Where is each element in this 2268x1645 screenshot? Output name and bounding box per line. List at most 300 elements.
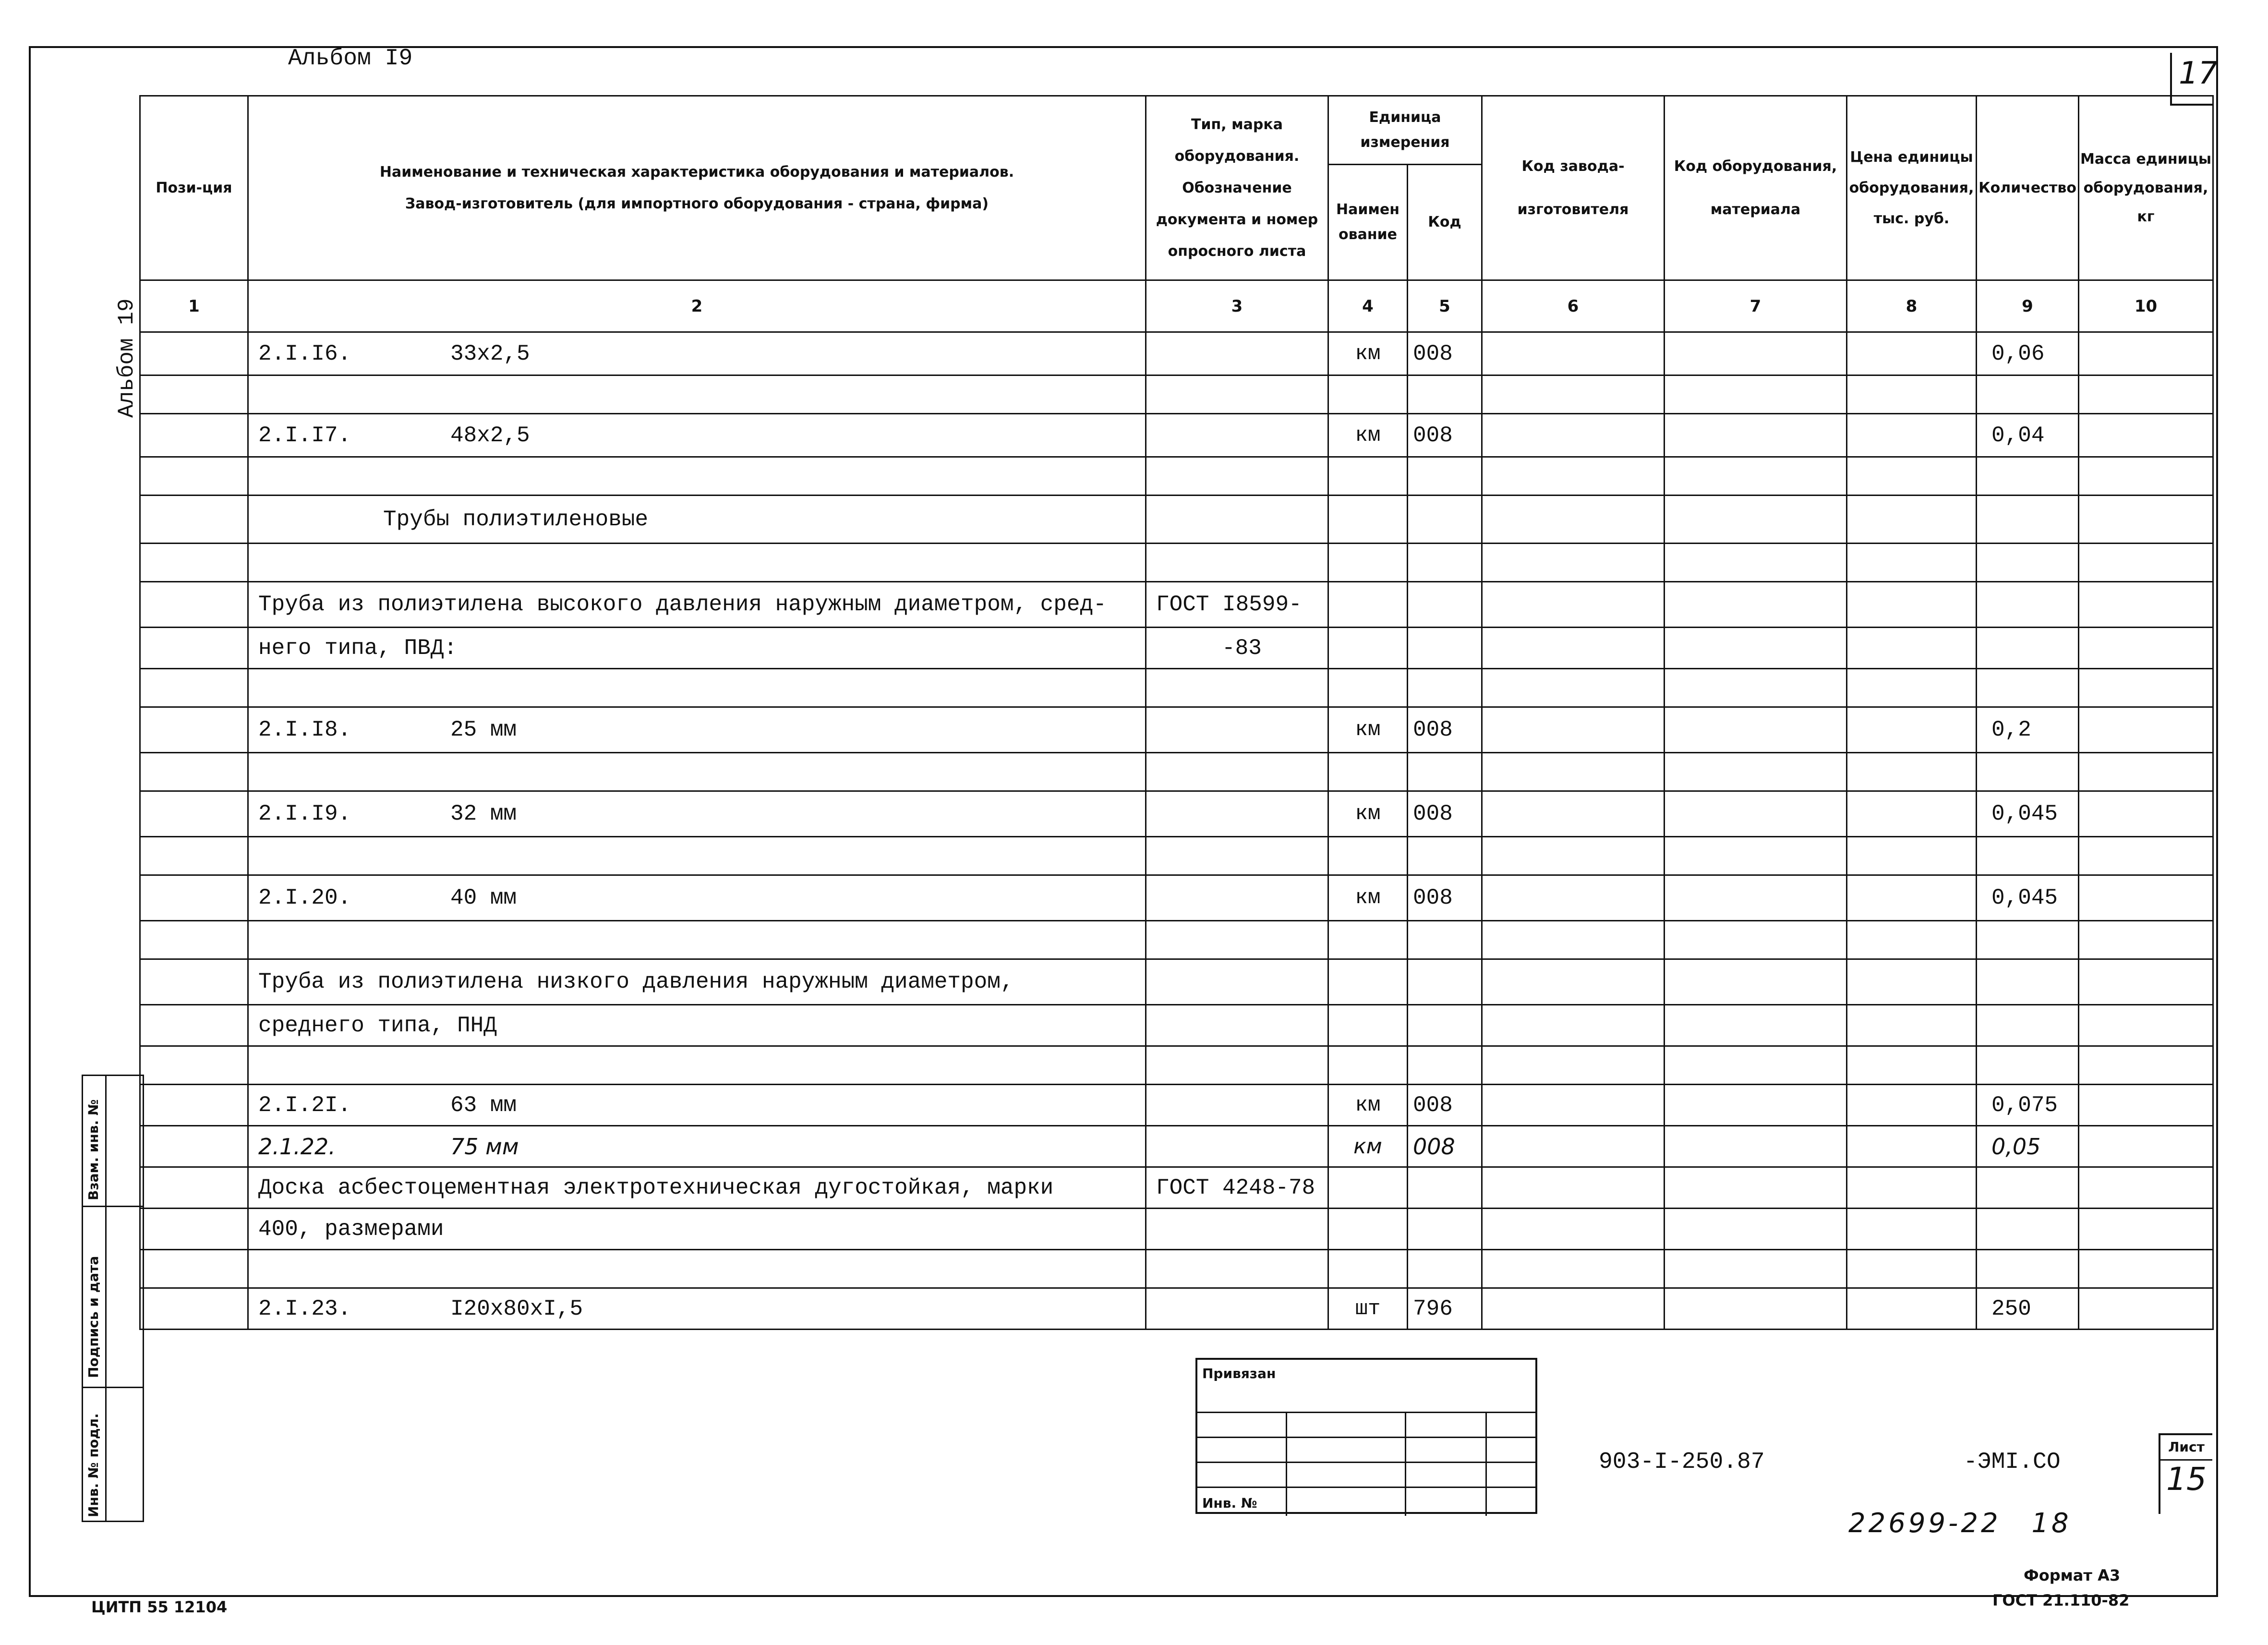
cell-empty-6: [1482, 1046, 1665, 1085]
colnum-9: 9: [1977, 280, 2079, 332]
cell-quantity: [1977, 1209, 2079, 1250]
cell-code: [1408, 496, 1482, 544]
header-price: Цена единицы оборудования, тыс. руб.: [1847, 96, 1977, 280]
sheet-number: 15: [2166, 1461, 2207, 1498]
cell-empty-10: [2079, 669, 2213, 707]
cell-quantity: 0,05: [1977, 1126, 2079, 1167]
table-row: [140, 582, 2213, 628]
cell-empty-1: [140, 1046, 248, 1085]
table-row: [140, 959, 2213, 1005]
cell-empty-7: [1665, 414, 1847, 457]
cell-unit: [1328, 669, 1408, 707]
cell-empty-1: [140, 707, 248, 753]
table-row: [140, 791, 2213, 837]
cell-code: [1408, 544, 1482, 582]
cell-empty-7: [1665, 669, 1847, 707]
cell-empty-10: [2079, 1288, 2213, 1330]
table-row: [140, 628, 2213, 669]
cell-code: [1408, 1167, 1482, 1209]
cell-empty-6: [1482, 332, 1665, 375]
table-row: [140, 921, 2213, 959]
cell-unit: [1328, 628, 1408, 669]
cell-empty-6: [1482, 1085, 1665, 1126]
cell-empty-8: [1847, 1288, 1977, 1330]
table-row: [140, 1250, 2213, 1288]
cell-name: [248, 1085, 1146, 1126]
cell-name-text: него типа, ПВД:: [258, 635, 458, 661]
privyazan-stamp: [1195, 1358, 1537, 1514]
cell-empty-7: [1665, 457, 1847, 496]
cell-code: [1408, 753, 1482, 791]
gost-label: ГОСТ 21.110-82: [1992, 1591, 2130, 1609]
cell-name: [248, 1250, 1146, 1288]
cell-name: [248, 414, 1146, 457]
privyazan-col-line-1: [1286, 1412, 1287, 1516]
citp-label: ЦИТП 55 12104: [91, 1598, 228, 1616]
cell-empty-7: [1665, 332, 1847, 375]
cell-name: [248, 1209, 1146, 1250]
cell-empty-10: [2079, 544, 2213, 582]
cell-empty-1: [140, 1209, 248, 1250]
header-type: Тип, марка оборудования. Обозначение документа и номер опросного листа: [1146, 96, 1328, 280]
cell-unit: [1328, 457, 1408, 496]
cell-unit: км: [1328, 707, 1408, 753]
cell-doc: ГОСТ I8599-: [1146, 582, 1328, 628]
column-number-row: [140, 280, 2213, 332]
cell-quantity: [1977, 959, 2079, 1005]
cell-empty-7: [1665, 1126, 1847, 1167]
cell-empty-7: [1665, 1167, 1847, 1209]
cell-doc: ГОСТ 4248-78: [1146, 1167, 1328, 1209]
cell-name: [248, 457, 1146, 496]
cell-empty-6: [1482, 457, 1665, 496]
cell-empty-10: [2079, 1046, 2213, 1085]
cell-doc: [1146, 332, 1328, 375]
cell-unit: км: [1328, 875, 1408, 921]
cell-empty-7: [1665, 959, 1847, 1005]
cell-quantity: 0,075: [1977, 1085, 2079, 1126]
cell-empty-1: [140, 1085, 248, 1126]
header-name: [248, 96, 1146, 280]
cell-name-text: 63 мм: [450, 1092, 517, 1118]
cell-name: [248, 375, 1146, 414]
doc-suffix: -ЭМI.СО: [1964, 1449, 2061, 1475]
cell-empty-6: [1482, 1167, 1665, 1209]
cell-quantity: [1977, 496, 2079, 544]
cell-empty-6: [1482, 582, 1665, 628]
colnum-8: 8: [1847, 280, 1977, 332]
cell-empty-8: [1847, 669, 1977, 707]
table-row: [140, 1005, 2213, 1046]
cell-name: [248, 1126, 1146, 1167]
cell-unit: [1328, 837, 1408, 875]
cell-unit: [1328, 1209, 1408, 1250]
cell-name-text: 32 мм: [450, 801, 517, 826]
cell-empty-6: [1482, 414, 1665, 457]
table-row: [140, 1167, 2213, 1209]
cell-position: 2.I.I9.: [258, 801, 351, 826]
cell-empty-7: [1665, 1250, 1847, 1288]
privyazan-row-line-1: [1197, 1412, 1535, 1413]
cell-quantity: [1977, 1005, 2079, 1046]
cell-empty-8: [1847, 837, 1977, 875]
cell-empty-6: [1482, 875, 1665, 921]
cell-position: 2.I.20.: [258, 885, 351, 910]
archive-number-page: 18: [2031, 1508, 2072, 1539]
cell-empty-1: [140, 457, 248, 496]
cell-doc: [1146, 959, 1328, 1005]
cell-code: [1408, 921, 1482, 959]
cell-unit: [1328, 544, 1408, 582]
cell-quantity: [1977, 753, 2079, 791]
cell-code: 008: [1408, 791, 1482, 837]
cell-unit: [1328, 921, 1408, 959]
cell-empty-1: [140, 496, 248, 544]
cell-name: [248, 707, 1146, 753]
cell-empty-1: [140, 1288, 248, 1330]
privyazan-col-line-2: [1405, 1412, 1406, 1516]
cell-doc: [1146, 875, 1328, 921]
cell-doc: [1146, 1005, 1328, 1046]
cell-empty-7: [1665, 582, 1847, 628]
cell-quantity: [1977, 628, 2079, 669]
side-inv-label: Инв. № подл.: [85, 1413, 101, 1517]
cell-code: 008: [1408, 332, 1482, 375]
cell-code: [1408, 1005, 1482, 1046]
cell-name: [248, 628, 1146, 669]
cell-unit: [1328, 1167, 1408, 1209]
cell-empty-10: [2079, 1209, 2213, 1250]
cell-name: [248, 544, 1146, 582]
privyazan-row-line-2: [1197, 1437, 1535, 1438]
table-row: [140, 707, 2213, 753]
cell-empty-1: [140, 1005, 248, 1046]
cell-quantity: 0,06: [1977, 332, 2079, 375]
cell-empty-1: [140, 1250, 248, 1288]
cell-position: 2.I.I6.: [258, 341, 351, 366]
cell-doc: [1146, 1288, 1328, 1330]
cell-name: [248, 921, 1146, 959]
cell-empty-1: [140, 544, 248, 582]
cell-empty-1: [140, 414, 248, 457]
privyazan-label: Привязан: [1202, 1366, 1276, 1381]
cell-name-text: I20x80xI,5: [450, 1296, 583, 1321]
cell-name: [248, 582, 1146, 628]
cell-name-text: 75 мм: [450, 1133, 519, 1160]
cell-unit: [1328, 582, 1408, 628]
cell-doc: [1146, 1250, 1328, 1288]
cell-empty-8: [1847, 1085, 1977, 1126]
colnum-6: 6: [1482, 280, 1665, 332]
cell-code: [1408, 1209, 1482, 1250]
cell-code: [1408, 628, 1482, 669]
header-quantity: Количество: [1977, 96, 2079, 280]
cell-unit: км: [1328, 791, 1408, 837]
cell-name-text: 400, размерами: [258, 1216, 444, 1242]
cell-empty-1: [140, 628, 248, 669]
cell-empty-1: [140, 332, 248, 375]
cell-empty-10: [2079, 921, 2213, 959]
side-podpis-label: Подпись и дата: [85, 1256, 101, 1378]
colnum-10: 10: [2079, 280, 2213, 332]
cell-empty-8: [1847, 707, 1977, 753]
cell-empty-1: [140, 375, 248, 414]
cell-name: [248, 791, 1146, 837]
cell-code: [1408, 959, 1482, 1005]
cell-name-text: среднего типа, ПНД: [258, 1013, 497, 1038]
cell-empty-7: [1665, 837, 1847, 875]
cell-empty-10: [2079, 959, 2213, 1005]
cell-empty-10: [2079, 457, 2213, 496]
cell-empty-6: [1482, 959, 1665, 1005]
cell-empty-10: [2079, 875, 2213, 921]
cell-empty-10: [2079, 1126, 2213, 1167]
cell-position: 2.I.2I.: [258, 1092, 351, 1118]
cell-quantity: [1977, 837, 2079, 875]
table-row: [140, 875, 2213, 921]
cell-quantity: [1977, 1250, 2079, 1288]
cell-empty-10: [2079, 332, 2213, 375]
cell-empty-8: [1847, 753, 1977, 791]
cell-name: [248, 332, 1146, 375]
table-row: [140, 375, 2213, 414]
cell-empty-8: [1847, 414, 1977, 457]
cell-doc: [1146, 1209, 1328, 1250]
cell-empty-7: [1665, 1005, 1847, 1046]
cell-empty-6: [1482, 375, 1665, 414]
cell-empty-8: [1847, 1167, 1977, 1209]
cell-empty-10: [2079, 1167, 2213, 1209]
doc-code: 903-I-250.87: [1599, 1449, 1765, 1475]
cell-unit: км: [1328, 414, 1408, 457]
cell-empty-6: [1482, 669, 1665, 707]
cell-empty-10: [2079, 753, 2213, 791]
colnum-4: 4: [1328, 280, 1408, 332]
cell-empty-7: [1665, 753, 1847, 791]
cell-doc: [1146, 921, 1328, 959]
cell-empty-8: [1847, 921, 1977, 959]
cell-unit: [1328, 1046, 1408, 1085]
cell-code: [1408, 582, 1482, 628]
cell-position: 2.I.23.: [258, 1296, 351, 1321]
cell-empty-6: [1482, 707, 1665, 753]
cell-empty-7: [1665, 921, 1847, 959]
sheet-corner-number-text: 17: [2179, 56, 2218, 91]
cell-position: 2.1.22.: [258, 1133, 336, 1160]
side-album-label: Альбом 19: [114, 298, 139, 418]
cell-empty-8: [1847, 496, 1977, 544]
table-row: [140, 414, 2213, 457]
header-name-line1: Наименование и техническая характеристика оборудования и материалов.: [379, 163, 1014, 181]
cell-empty-6: [1482, 837, 1665, 875]
cell-name: [248, 1288, 1146, 1330]
cell-empty-7: [1665, 628, 1847, 669]
cell-code: 008: [1408, 414, 1482, 457]
cell-empty-1: [140, 1126, 248, 1167]
cell-empty-8: [1847, 332, 1977, 375]
cell-empty-10: [2079, 414, 2213, 457]
cell-doc: -83: [1146, 628, 1328, 669]
cell-empty-6: [1482, 791, 1665, 837]
cell-quantity: 250: [1977, 1288, 2079, 1330]
cell-code: [1408, 1046, 1482, 1085]
cell-empty-10: [2079, 1085, 2213, 1126]
cell-name-text: 33x2,5: [450, 341, 530, 366]
table-body: [140, 332, 2213, 1330]
cell-name-text: 25 мм: [450, 717, 517, 742]
cell-name-text: Труба из полиэтилена низкого давления наружным диаметром,: [258, 969, 1014, 994]
cell-doc: [1146, 707, 1328, 753]
cell-empty-1: [140, 875, 248, 921]
cell-name-text: Трубы полиэтиленовые: [383, 507, 649, 532]
cell-empty-6: [1482, 1209, 1665, 1250]
cell-unit: км: [1328, 1126, 1408, 1167]
cell-name: [248, 669, 1146, 707]
privyazan-row-line-3: [1197, 1462, 1535, 1463]
cell-code: 008: [1408, 1126, 1482, 1167]
table-row: [140, 1046, 2213, 1085]
cell-doc: [1146, 669, 1328, 707]
cell-doc: [1146, 414, 1328, 457]
cell-code: 008: [1408, 875, 1482, 921]
cell-code: 008: [1408, 707, 1482, 753]
cell-empty-6: [1482, 544, 1665, 582]
cell-unit: [1328, 1250, 1408, 1288]
cell-empty-10: [2079, 791, 2213, 837]
table-row: [140, 837, 2213, 875]
cell-name: [248, 1167, 1146, 1209]
cell-quantity: 0,045: [1977, 875, 2079, 921]
cell-empty-7: [1665, 375, 1847, 414]
cell-name: [248, 1005, 1146, 1046]
header-factory-code: Код завода-изготовителя: [1482, 96, 1665, 280]
cell-name-text: Труба из полиэтилена высокого давления наружным диаметром, сред-: [258, 592, 1107, 617]
cell-empty-6: [1482, 628, 1665, 669]
cell-empty-7: [1665, 1085, 1847, 1126]
header-equipment-code: Код оборудования, материала: [1665, 96, 1847, 280]
table-row: [140, 753, 2213, 791]
table-row: [140, 1288, 2213, 1330]
cell-quantity: 0,045: [1977, 791, 2079, 837]
cell-quantity: [1977, 921, 2079, 959]
cell-quantity: [1977, 457, 2079, 496]
cell-empty-8: [1847, 959, 1977, 1005]
cell-quantity: [1977, 669, 2079, 707]
cell-quantity: [1977, 375, 2079, 414]
cell-name-text: 48x2,5: [450, 423, 530, 448]
cell-code: 008: [1408, 1085, 1482, 1126]
cell-code: [1408, 669, 1482, 707]
cell-doc: [1146, 375, 1328, 414]
cell-position: 2.I.I7.: [258, 423, 351, 448]
cell-empty-6: [1482, 1005, 1665, 1046]
cell-empty-1: [140, 1167, 248, 1209]
cell-empty-10: [2079, 837, 2213, 875]
cell-doc: [1146, 544, 1328, 582]
side-vzam-label: Взам. инв. №: [85, 1099, 101, 1200]
cell-name-text: Доска асбестоцементная электротехническая дугостойкая, марки: [258, 1175, 1054, 1200]
cell-empty-7: [1665, 707, 1847, 753]
sheet-label: Лист: [2160, 1435, 2212, 1461]
header-row-1: [140, 96, 2213, 165]
table-row: [140, 1126, 2213, 1167]
cell-empty-8: [1847, 791, 1977, 837]
cell-code: 796: [1408, 1288, 1482, 1330]
colnum-7: 7: [1665, 280, 1847, 332]
cell-empty-1: [140, 669, 248, 707]
cell-name: [248, 837, 1146, 875]
cell-doc: [1146, 457, 1328, 496]
cell-unit: шт: [1328, 1288, 1408, 1330]
cell-doc: [1146, 837, 1328, 875]
inv-no-label: Инв. №: [1202, 1495, 1257, 1511]
table-row: [140, 1085, 2213, 1126]
cell-unit: [1328, 753, 1408, 791]
cell-empty-8: [1847, 875, 1977, 921]
cell-empty-6: [1482, 496, 1665, 544]
table-row: [140, 496, 2213, 544]
cell-empty-1: [140, 837, 248, 875]
cell-empty-7: [1665, 791, 1847, 837]
cell-doc: [1146, 753, 1328, 791]
cell-empty-8: [1847, 1209, 1977, 1250]
cell-empty-8: [1847, 1126, 1977, 1167]
cell-empty-6: [1482, 753, 1665, 791]
cell-empty-8: [1847, 1005, 1977, 1046]
cell-unit: км: [1328, 332, 1408, 375]
cell-doc: [1146, 791, 1328, 837]
privyazan-col-line-3: [1485, 1412, 1487, 1516]
specification-table: [139, 95, 2214, 1330]
table-row: [140, 457, 2213, 496]
privyazan-row-line-4: [1197, 1487, 1535, 1488]
cell-name: [248, 496, 1146, 544]
cell-empty-7: [1665, 1288, 1847, 1330]
header-unit-group: Единица измерения: [1328, 96, 1482, 165]
cell-name: [248, 1046, 1146, 1085]
cell-code: [1408, 375, 1482, 414]
cell-quantity: 0,2: [1977, 707, 2079, 753]
header-position: Пози-ция: [140, 96, 248, 280]
cell-empty-6: [1482, 1126, 1665, 1167]
table-row: [140, 669, 2213, 707]
cell-unit: [1328, 496, 1408, 544]
cell-empty-8: [1847, 457, 1977, 496]
archive-number-main: 22699-22: [1848, 1508, 2001, 1539]
colnum-3: 3: [1146, 280, 1328, 332]
header-unit-name: Наименование: [1328, 165, 1408, 280]
cell-empty-10: [2079, 1005, 2213, 1046]
cell-quantity: 0,04: [1977, 414, 2079, 457]
cell-empty-10: [2079, 582, 2213, 628]
cell-quantity: [1977, 1167, 2079, 1209]
cell-empty-8: [1847, 1046, 1977, 1085]
table-row: [140, 1209, 2213, 1250]
cell-empty-1: [140, 959, 248, 1005]
cell-name: [248, 875, 1146, 921]
colnum-5: 5: [1408, 280, 1482, 332]
cell-position: 2.I.I8.: [258, 717, 351, 742]
cell-quantity: [1977, 544, 2079, 582]
cell-doc: [1146, 1046, 1328, 1085]
cell-empty-6: [1482, 1250, 1665, 1288]
cell-unit: [1328, 1005, 1408, 1046]
cell-quantity: [1977, 582, 2079, 628]
table-row: [140, 332, 2213, 375]
header-mass: Масса единицы оборудования, кг: [2079, 96, 2213, 280]
colnum-1: 1: [140, 280, 248, 332]
cell-quantity: [1977, 1046, 2079, 1085]
